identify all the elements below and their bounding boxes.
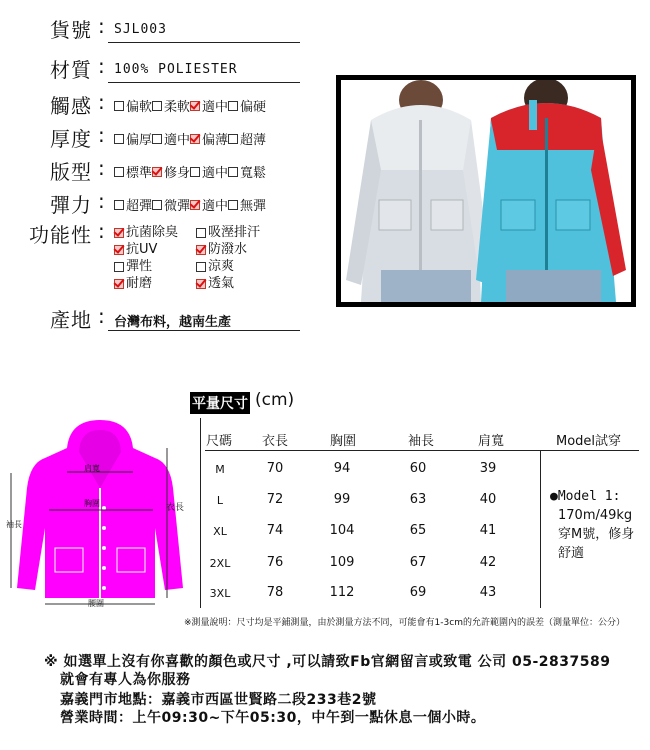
checkbox-icon [190,167,200,177]
option[interactable]: 涼爽 [196,258,234,275]
header-model: Model試穿 [556,434,622,449]
footer-hours: 營業時間：上午09:30~下午05:30，中午到一點休息一個小時。 [60,710,486,726]
checkbox-icon [114,134,124,144]
option[interactable]: 適中 [190,195,228,214]
checkbox-icon [152,134,162,144]
option[interactable]: 偏軟 [114,96,152,115]
fit-options [114,162,266,181]
jacket-models-image [341,80,631,302]
shoulder-label: 肩寬 [84,464,100,473]
option[interactable]: 微彈 [152,195,190,214]
header-shoulder: 肩寬 [478,434,505,449]
hem-label: 腰圍 [88,599,104,608]
material-label: 材質 [50,58,92,82]
material-underline [108,82,300,83]
footer-service: 就會有專人為你服務 [60,672,191,688]
checked-checkbox-icon [196,279,206,289]
size-chart-unit: (cm) [255,390,295,410]
footer-contact: ※ 如選單上沒有你喜歡的顏色或尺寸 ,可以請致Fb官網留言或致電 公司 05-2837589 [44,654,611,670]
product-photo [336,75,636,307]
function-options [114,224,304,292]
model-fit-note: 穿M號，修身 [558,527,635,542]
origin-underline [108,330,300,331]
checkbox-icon [114,167,124,177]
feel-label: 觸感 [50,94,92,118]
origin-label: 產地 [50,308,92,332]
fit-label: 版型 [50,160,92,184]
option[interactable]: 抗菌除臭 [114,224,196,241]
option[interactable]: 超彈 [114,195,152,214]
checkbox-icon [228,200,238,210]
item-no-underline [108,42,300,43]
option[interactable]: 偏厚 [114,129,152,148]
checkbox-icon [228,134,238,144]
model-comfort-note: 舒適 [558,546,585,561]
option[interactable]: 修身 [152,162,190,181]
checked-checkbox-icon [190,200,200,210]
chest-label: 胸圍 [84,499,100,508]
option[interactable]: 抗UV [114,241,196,258]
thickness-label: 厚度 [50,127,92,151]
feel-options [114,96,266,115]
option[interactable]: 柔軟 [152,96,190,115]
checkbox-icon [196,262,206,272]
checkbox-icon [196,228,206,238]
option[interactable]: 防潑水 [196,241,247,258]
option[interactable]: 寬鬆 [228,162,266,181]
model-measurements: 170m/49kg [558,508,633,523]
checked-checkbox-icon [114,245,124,255]
jacket-measure-diagram [5,418,195,613]
option[interactable]: 透氣 [196,275,234,292]
checkbox-icon [152,200,162,210]
option[interactable]: 適中 [152,129,190,148]
option[interactable]: 偏薄 [190,129,228,148]
option[interactable]: 彈性 [114,258,196,275]
option[interactable]: 適中 [190,162,228,181]
elasticity-options [114,195,266,214]
option[interactable]: 無彈 [228,195,266,214]
header-sleeve: 袖長 [408,434,435,449]
elasticity-label: 彈力 [50,193,92,217]
option[interactable]: 標準 [114,162,152,181]
checked-checkbox-icon [114,228,124,238]
checkbox-icon [114,262,124,272]
material-value: 100% POLIESTER [114,62,238,77]
model-info [550,487,634,563]
table-header-line [205,450,639,451]
thickness-options [114,129,266,148]
header-size: 尺碼 [206,434,233,449]
option[interactable]: 適中 [190,96,228,115]
model-number: ●Model 1: [550,489,621,504]
checked-checkbox-icon [190,134,200,144]
checkbox-icon [114,101,124,111]
origin-value: 台灣布料，越南生產 [114,315,232,330]
size-chart-title: 平量尺寸 [190,392,250,414]
checked-checkbox-icon [190,101,200,111]
checked-checkbox-icon [196,245,206,255]
header-length: 衣長 [262,434,289,449]
length-label: 衣長 [166,503,185,513]
table-left-line [200,418,201,608]
checkbox-icon [152,101,162,111]
option[interactable]: 耐磨 [114,275,196,292]
item-no-label: 貨號 [50,18,92,42]
footer-store-address: 嘉義門市地點：嘉義市西區世賢路二段233巷2號 [60,692,377,708]
table-model-divider [540,450,541,608]
checkbox-icon [114,200,124,210]
checked-checkbox-icon [114,279,124,289]
header-chest: 胸圍 [330,434,357,449]
checkbox-icon [228,167,238,177]
option[interactable]: 偏硬 [228,96,266,115]
sleeve-label: 袖長 [6,520,22,529]
measurement-note: ※測量說明：尺寸均是平鋪測量，由於測量方法不同，可能會有1-3cm的允許範圍內的誤差（測量單位：公分） [184,618,625,628]
option[interactable]: 吸溼排汗 [196,224,260,241]
checked-checkbox-icon [152,167,162,177]
option[interactable]: 超薄 [228,129,266,148]
checkbox-icon [228,101,238,111]
item-no-value: SJL003 [114,22,167,37]
function-label: 功能性 [29,223,92,247]
